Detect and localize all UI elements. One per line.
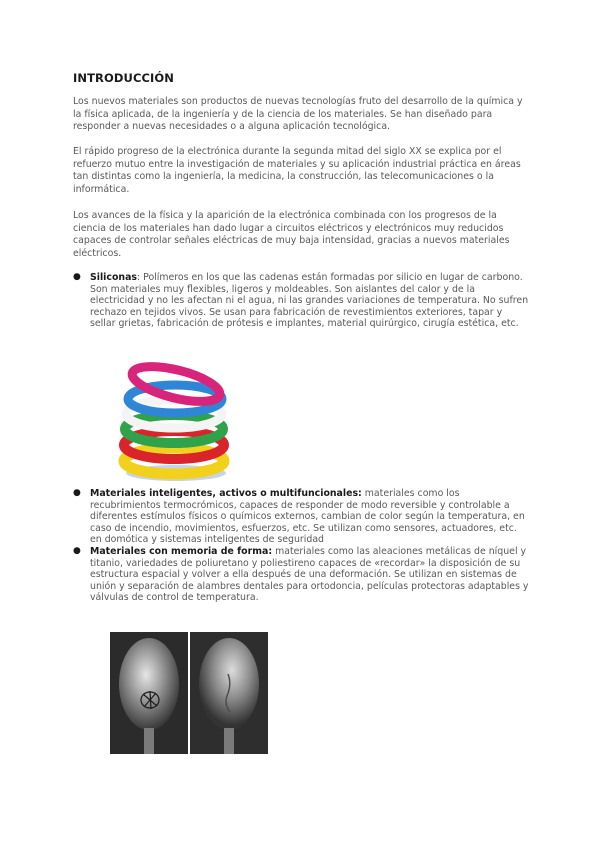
spoon-left	[119, 638, 179, 730]
bullet-term: Materiales con memoria de forma:	[90, 545, 273, 557]
bullet-list-siliconas	[73, 272, 530, 330]
bullet-list-materials	[73, 488, 530, 604]
bullet-text: materiales como los recubrimientos termocrómicos, capaces de responder de modo reversible y controlable a diferentes estímulos físicos o químicos externos, cambian de color según la temperatura, en caso de incendio, movimientos, esfuerzos, etc. Se utilizan como sensores, actuadores, etc. en domótica y sistemas inteligentes de seguridad	[90, 488, 525, 546]
paragraph-advances: Los avances de la física y la aparición de la electrónica combinada con los progresos de la ciencia de los materiales han dado lugar a circuitos eléctricos y electrónicos muy reducidos capaces de controlar señales eléctricas de muy baja intensidad, gracias a nuevos materiales eléctricos.	[73, 210, 510, 259]
bullet-text: Polímeros en los que las cadenas están formadas por silicio en lugar de carbono. Son materiales muy flexibles, ligeros y moldeables. Son aislantes del calor y de la electricidad y no les afectan ni el agua, ni las grandes variaciones de temperatura. No sufren rechazo en tejidos vivos. Se usan para fabricación de revestimientos exteriores, tapar y sellar grietas, fabricación de prótesis e implantes, material quirúrgico, cirugía estética, etc.	[90, 272, 529, 330]
shape-memory-spoons-image	[110, 632, 268, 754]
bullet-item-memoria-forma	[73, 545, 530, 604]
silicone-bracelets-image	[118, 357, 230, 482]
paragraph-intro: Los nuevos materiales son productos de nuevas tecnologías fruto del desarrollo de la química y la física aplicada, de la ingeniería y de la ciencia de los materiales. Se han diseñado para responder a nuevas necesidades o a alguna aplicación tecnológica.	[73, 96, 523, 133]
bullet-dot-icon: ●	[73, 545, 81, 556]
bullet-item-inteligentes	[73, 488, 530, 546]
spoon-right	[199, 638, 259, 730]
bullet-text: materiales como las aleaciones metálicas de níquel y titanio, variedades de poliuretano y poliestireno capaces de «recordar» la disposición de su estructura espacial y volver a ella después de una deformación. Se utilizan en sistemas de unión y separación de alambres dentales para ortodoncia, películas protectoras adaptables y válvulas de control de temperatura.	[90, 545, 529, 604]
section-title: INTRODUCCIÓN	[73, 71, 175, 85]
paragraph-electronics: El rápido progreso de la electrónica durante la segunda mitad del siglo XX se explica por el refuerzo mutuo entre la investigación de materiales y su aplicación industrial práctica en áreas tan distintas como la ingeniería, la medicina, la construcción, las telecomunicaciones o la informática.	[73, 146, 521, 195]
bullet-term: Materiales inteligentes, activos o multifuncionales:	[90, 488, 362, 499]
bullet-item-siliconas: ● Siliconas: Polímeros en los que las cadenas están formadas por silicio en lugar de carbono. Son materiales muy flexibles, ligeros y moldeables. Son aislantes del calor y de la electricidad y no les afectan ni el agua, ni las grandes variaciones de temperatura. No sufren rechazo en tejidos vivos. Se usan para fabricación de revestimientos exteriores, tapar y sellar grietas, fabricación de prótesis e implantes, material quirúrgico, cirugía estética, etc.	[73, 272, 529, 330]
bullet-dot-icon: ●	[73, 488, 81, 498]
bullet-term: Siliconas	[90, 272, 137, 283]
bullet-dot-icon: ●	[73, 272, 81, 282]
